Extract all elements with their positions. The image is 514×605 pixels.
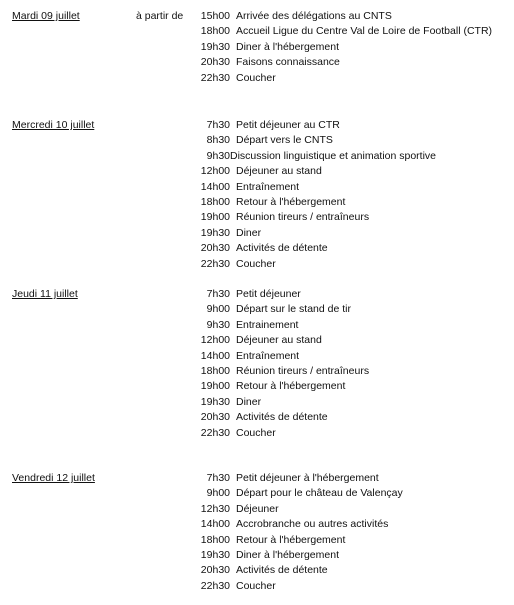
- schedule-row: [0, 318, 514, 333]
- event-activity: Petit déjeuner au CTR: [236, 119, 340, 131]
- event-time: 18h00: [200, 533, 230, 546]
- event-activity: Déjeuner au stand: [236, 334, 322, 347]
- schedule-row: [0, 180, 514, 195]
- schedule-row: [0, 287, 514, 302]
- schedule-row: [0, 210, 514, 225]
- event-time: 18h00: [200, 25, 230, 38]
- event-time: 9h30: [206, 149, 230, 162]
- schedule-row: [0, 40, 514, 55]
- event-activity: Départ sur le stand de tir: [236, 303, 351, 316]
- event-time: 14h00: [200, 518, 230, 531]
- schedule-row: [0, 133, 514, 148]
- event-time: 22h30: [200, 71, 230, 84]
- day-label: Mercredi 10 juillet: [12, 119, 95, 131]
- event-time: 18h00: [200, 365, 230, 377]
- event-activity: Accrobranche ou autres activités: [236, 518, 389, 531]
- event-time: 18h00: [200, 196, 230, 208]
- event-time: 22h30: [200, 257, 230, 270]
- event-activity: Activités de détente: [236, 411, 328, 424]
- day-label: Jeudi 11 juillet: [12, 288, 78, 300]
- schedule-row: [0, 533, 514, 548]
- schedule-row: [0, 548, 514, 563]
- schedule-row: [0, 195, 514, 210]
- event-activity: Retour à l'hébergement: [236, 380, 346, 393]
- event-activity: Entrainement: [236, 318, 299, 331]
- event-time: 19h30: [200, 395, 230, 408]
- schedule-row: [0, 486, 514, 501]
- event-activity: Diner: [236, 395, 262, 408]
- event-time: 12h30: [200, 502, 230, 515]
- day-block: [0, 287, 514, 441]
- event-activity: Déjeuner: [236, 502, 279, 515]
- event-time: 15h00: [200, 10, 230, 22]
- event-time: 22h30: [200, 426, 230, 439]
- event-activity: Départ vers le CNTS: [236, 134, 333, 147]
- schedule-row: [0, 24, 514, 39]
- event-activity: Entraînement: [236, 349, 300, 362]
- event-time: 19h00: [200, 380, 230, 393]
- schedule-row: [0, 364, 514, 379]
- schedule-row: [0, 164, 514, 179]
- event-time: 8h30: [206, 134, 230, 147]
- schedule-row: [0, 563, 514, 578]
- schedule-row: [0, 71, 514, 86]
- event-activity: Réunion tireurs / entraîneurs: [236, 211, 370, 224]
- event-activity: Diner à l'hébergement: [236, 40, 339, 53]
- event-activity: Coucher: [236, 426, 276, 439]
- schedule-row: [0, 502, 514, 517]
- event-time: 14h00: [200, 349, 230, 362]
- event-time: 9h00: [206, 303, 230, 316]
- event-time: 20h30: [200, 242, 230, 255]
- event-activity: Coucher: [236, 71, 276, 84]
- event-time: 9h30: [206, 318, 230, 331]
- event-time: 20h30: [200, 564, 230, 577]
- day-label: Mardi 09 juillet: [12, 10, 80, 22]
- event-activity: Petit déjeuner à l'hébergement: [236, 472, 379, 484]
- event-time: 19h00: [200, 211, 230, 224]
- event-time: 7h30: [206, 472, 230, 484]
- event-activity: Entraînement: [236, 180, 300, 193]
- event-time: 12h00: [200, 165, 230, 178]
- event-time: 22h30: [200, 579, 230, 592]
- event-time: 14h00: [200, 180, 230, 193]
- schedule-row: [0, 426, 514, 441]
- event-time: 19h30: [200, 226, 230, 239]
- schedule-row: [0, 395, 514, 410]
- schedule-row: [0, 517, 514, 532]
- event-time: 9h00: [206, 487, 230, 500]
- event-activity: Diner: [236, 226, 262, 239]
- event-activity: Petit déjeuner: [236, 288, 301, 300]
- schedule-row: [0, 379, 514, 394]
- event-time: 20h30: [200, 411, 230, 424]
- event-time: 12h00: [200, 334, 230, 347]
- start-prefix: à partir de: [136, 10, 184, 22]
- schedule-row: [0, 9, 514, 24]
- event-time: 7h30: [206, 119, 230, 131]
- schedule-row: [0, 226, 514, 241]
- event-activity: Coucher: [236, 579, 276, 592]
- event-time: 19h30: [200, 549, 230, 561]
- event-activity: Réunion tireurs / entraîneurs: [236, 365, 370, 377]
- day-block: [0, 471, 514, 594]
- schedule-row: [0, 118, 514, 133]
- event-activity: Activités de détente: [236, 564, 328, 577]
- event-activity: Diner à l'hébergement: [236, 549, 339, 561]
- schedule-row: [0, 241, 514, 256]
- event-activity: Départ pour le château de Valençay: [236, 487, 403, 500]
- event-activity: Déjeuner au stand: [236, 165, 322, 178]
- schedule-row: [0, 471, 514, 486]
- event-activity: Retour à l'hébergement: [236, 533, 346, 546]
- schedule-row: [0, 302, 514, 317]
- event-activity: Activités de détente: [236, 242, 328, 255]
- schedule-row: [0, 149, 514, 164]
- event-time: 20h30: [200, 56, 230, 69]
- schedule-row: [0, 579, 514, 594]
- event-activity: Retour à l'hébergement: [236, 196, 346, 208]
- day-block: [0, 118, 514, 272]
- event-activity: Faisons connaissance: [236, 56, 340, 69]
- schedule-row: [0, 257, 514, 272]
- event-time: 19h30: [200, 40, 230, 53]
- day-block: [0, 9, 514, 86]
- event-activity: Accueil Ligue du Centre Val de Loire de Football (CTR): [236, 25, 493, 38]
- schedule-row: [0, 333, 514, 348]
- event-activity: Arrivée des délégations au CNTS: [236, 10, 392, 22]
- event-activity: Coucher: [236, 257, 276, 270]
- event-time: 7h30: [206, 288, 230, 300]
- schedule-row: [0, 410, 514, 425]
- event-activity: Discussion linguistique et animation sportive: [230, 149, 437, 162]
- schedule-row: [0, 55, 514, 70]
- schedule-row: [0, 349, 514, 364]
- day-label: Vendredi 12 juillet: [12, 472, 95, 484]
